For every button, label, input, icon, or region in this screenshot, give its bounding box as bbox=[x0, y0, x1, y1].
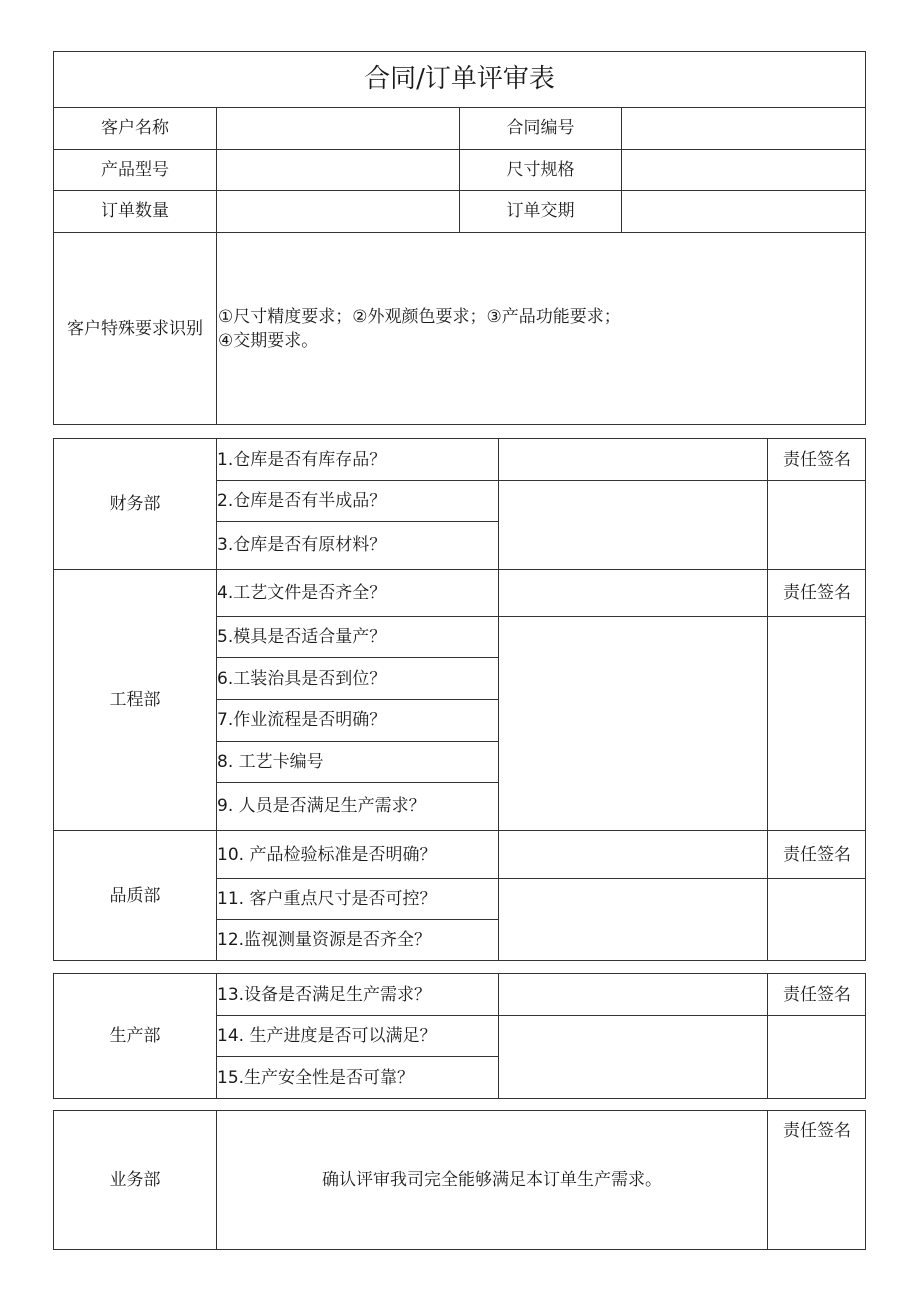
contract-no-label: 合同编号 bbox=[506, 118, 575, 138]
quality-answer-field[interactable] bbox=[499, 879, 767, 919]
finance-signature-field[interactable] bbox=[768, 481, 865, 569]
production-signature-field[interactable] bbox=[768, 1016, 865, 1098]
customer-name-label: 客户名称 bbox=[101, 118, 169, 138]
sales-dept-label: 业务部 bbox=[109, 1170, 161, 1190]
sales-statement: 确认评审我司完全能够满足本订单生产需求。 bbox=[322, 1170, 662, 1190]
divider bbox=[216, 919, 498, 920]
quality-dept-label: 品质部 bbox=[109, 886, 161, 906]
engineering-item: 4.工艺文件是否齐全？ bbox=[217, 583, 387, 603]
engineering-item: 8. 工艺卡编号 bbox=[217, 752, 324, 772]
signature-label: 责任签名 bbox=[783, 450, 851, 470]
engineering-item: 5.模具是否适合量产？ bbox=[217, 627, 387, 647]
production-answer-field[interactable] bbox=[499, 1016, 767, 1056]
finance-answer-field[interactable] bbox=[499, 481, 767, 521]
divider bbox=[216, 1056, 498, 1057]
signature-label: 责任签名 bbox=[783, 1121, 851, 1141]
size-spec-label: 尺寸规格 bbox=[506, 160, 575, 180]
production-answer-field[interactable] bbox=[499, 974, 767, 1015]
size-spec-field[interactable] bbox=[622, 150, 865, 190]
engineering-item: 6.工装治具是否到位？ bbox=[217, 669, 387, 689]
finance-item: 1.仓库是否有库存品？ bbox=[217, 450, 387, 470]
special-req-line-2: ④交期要求。 bbox=[218, 331, 319, 351]
engineering-answer-field[interactable] bbox=[499, 658, 767, 699]
customer-name-field[interactable] bbox=[217, 108, 459, 149]
engineering-answer-field[interactable] bbox=[499, 617, 767, 657]
quality-answer-field[interactable] bbox=[499, 920, 767, 960]
production-answer-field[interactable] bbox=[499, 1057, 767, 1098]
engineering-item: 7.作业流程是否明确？ bbox=[217, 710, 387, 730]
engineering-dept-label: 工程部 bbox=[109, 690, 161, 710]
sales-signature-field[interactable] bbox=[768, 1150, 865, 1249]
signature-label: 责任签名 bbox=[783, 985, 851, 1005]
finance-item: 3.仓库是否有原材料？ bbox=[217, 535, 387, 555]
signature-label: 责任签名 bbox=[783, 845, 851, 865]
contract-no-field[interactable] bbox=[622, 108, 865, 149]
divider bbox=[216, 657, 498, 658]
product-model-field[interactable] bbox=[217, 150, 459, 190]
quality-item: 12.监视测量资源是否齐全？ bbox=[217, 930, 432, 950]
engineering-answer-field[interactable] bbox=[499, 742, 767, 782]
production-item: 13.设备是否满足生产需求？ bbox=[217, 985, 432, 1005]
finance-answer-field[interactable] bbox=[499, 439, 767, 480]
production-item: 14. 生产进度是否可以满足？ bbox=[217, 1026, 437, 1046]
finance-dept-label: 财务部 bbox=[109, 494, 161, 514]
delivery-field[interactable] bbox=[622, 191, 865, 232]
signature-label: 责任签名 bbox=[783, 583, 851, 603]
engineering-answer-field[interactable] bbox=[499, 570, 767, 616]
special-req-label: 客户特殊要求识别 bbox=[67, 319, 203, 339]
finance-item: 2.仓库是否有半成品？ bbox=[217, 491, 387, 511]
quality-signature-field[interactable] bbox=[768, 879, 865, 960]
delivery-label: 订单交期 bbox=[506, 201, 575, 221]
divider bbox=[216, 699, 498, 700]
divider bbox=[216, 741, 498, 742]
engineering-item: 9. 人员是否满足生产需求？ bbox=[217, 796, 426, 816]
engineering-answer-field[interactable] bbox=[499, 783, 767, 830]
page-title: 合同/订单评审表 bbox=[364, 64, 555, 94]
engineering-answer-field[interactable] bbox=[499, 700, 767, 741]
quality-item: 11. 客户重点尺寸是否可控？ bbox=[217, 889, 437, 909]
finance-answer-field[interactable] bbox=[499, 522, 767, 569]
special-req-line-1: ①尺寸精度要求；②外观颜色要求；③产品功能要求； bbox=[218, 307, 621, 327]
quality-answer-field[interactable] bbox=[499, 831, 767, 878]
product-model-label: 产品型号 bbox=[101, 160, 169, 180]
production-item: 15.生产安全性是否可靠？ bbox=[217, 1068, 415, 1088]
divider bbox=[53, 232, 866, 233]
quality-item: 10. 产品检验标准是否明确？ bbox=[217, 845, 437, 865]
divider bbox=[216, 521, 498, 522]
production-dept-label: 生产部 bbox=[109, 1026, 161, 1046]
order-qty-field[interactable] bbox=[217, 191, 459, 232]
order-qty-label: 订单数量 bbox=[101, 201, 169, 221]
divider bbox=[216, 569, 217, 831]
engineering-signature-field[interactable] bbox=[768, 617, 865, 830]
divider bbox=[216, 782, 498, 783]
